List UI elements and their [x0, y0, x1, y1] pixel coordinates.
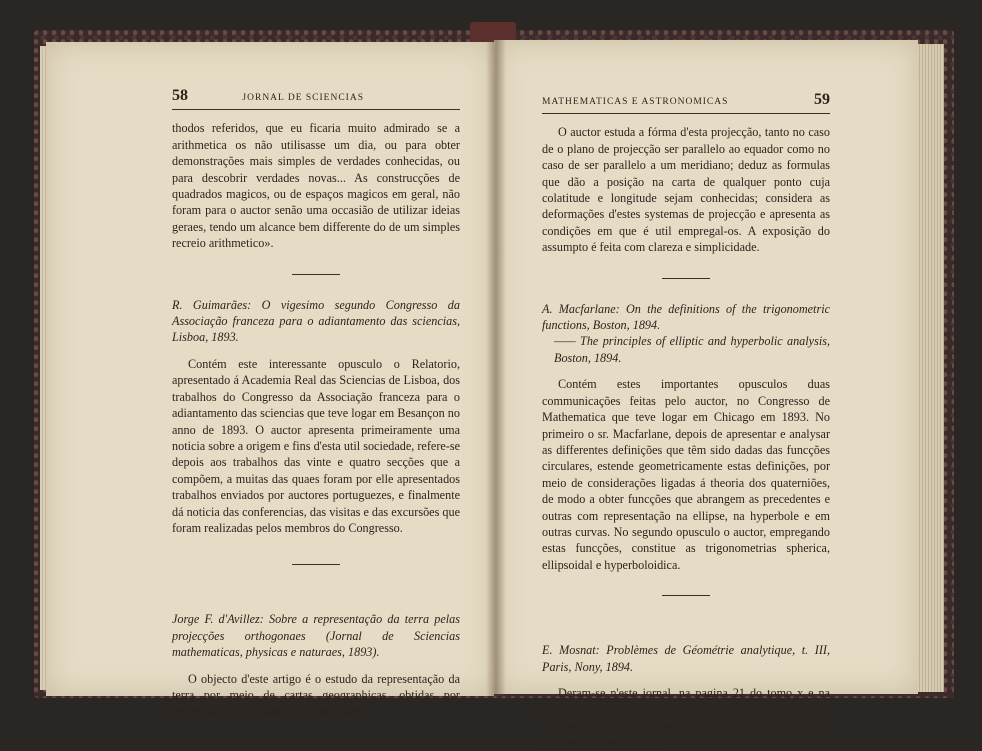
section-divider — [292, 274, 340, 275]
section-divider — [292, 564, 340, 565]
review-reference-main: A. Macfarlane: On the definitions of the trigonometric functions, Boston, 1894. — [542, 301, 830, 333]
review-body: Deram-se n'este jornal, na pagina 21 do tomo x e na pagina 5 do tomo xi, noticias a respeito dos dois primeiros volumes d'esta excellente collecção de problemas. No presente volume o auctor — [542, 685, 830, 750]
review-body: Contém estes importantes opusculos duas communicações feitas pelo auctor, no Congresso de Mathematica que teve logar em Chicago em 1893. No primeiro o sr. Macfarlane, depois de apresentar e analysar as differentes definições que têm sido dadas das funcções circulares, estende geometricamente estas definições, por meio de considerações ligadas á theoria dos quaterniões, de modo a obter funcções que abrangem as precedentes e outras com representação na ellipse, na hyperbole e em outras curvas. No segundo opusculo o auctor, empregando estas funcções, constitue as trigonometrias spherica, ellipsoidal e hyperboloidica. — [542, 377, 830, 572]
review-reference: Jorge F. d'Avillez: Sobre a representação da terra pelas projecções orthogonaes (Jornal de Sciencias mathematicas, physicas e naturaes, 1893). — [172, 612, 460, 660]
running-title: JORNAL DE SCIENCIAS — [242, 93, 364, 103]
page-number: 59 — [814, 91, 830, 108]
section-divider — [662, 278, 710, 279]
left-page-content — [172, 88, 460, 720]
section-divider — [662, 595, 710, 596]
review-reference — [542, 301, 830, 367]
page-number: 58 — [172, 87, 188, 104]
paragraph: thodos referidos, que eu ficaria muito admirado se a arithmetica os não utilisasse um dia, ou para obter demonstrações mais simples de verdades conhecidas, ou para descobrir verdades novas... As construcções de quadrados magicos, ou de espaços magicos em geral, não foram para o auctor senão uma occasião de utilizar ideias geraes, tendo um alcance bem differente do de um simples recreio arithmetico». — [172, 121, 460, 251]
review-body: O objecto d'este artigo é o estudo da representação da terra por meio de cartas geographicas, obtidas por projecções orthographicas orthogonaes. — [172, 671, 460, 719]
review-body: Contém este interessante opusculo o Relatorio, apresentado á Academia Real das Sciencias de Lisboa, dos trabalhos do Congresso da Associação franceza para o adiantamento das sciencias que teve logar em Besançon no anno de 1893. O auctor apresenta primeiramente uma noticia sobre a origem e fins d'esta util sociedade, refere-se depois aos trabalhos das vinte e quatro secções que a compõem, a muitas das quaes foram por elle apresentados trabalhos enviados por auctores portuguezes, e finalmente dá noticia das conferencias, das visitas e das excursões que foram realizadas pelos membros do Congresso. — [172, 356, 460, 535]
book-spine — [470, 22, 516, 42]
paragraph: O auctor estuda a fórma d'esta projecção, tanto no caso de o plano de projecção ser parallelo ao equador como no caso de ser parallelo a um meridiano; deduz as formulas que dão a posição na carta de qualquer ponto cuja colatitude e longitude sejam conhecidas; considera as deformações d'estes systemas de projecção e apresenta as condições em que é util empregal-os. A exposição do assumpto é feita com clareza e simplicidade. — [542, 125, 830, 255]
running-title: MATHEMATICAS E ASTRONOMICAS — [542, 97, 729, 107]
book-gutter — [486, 40, 506, 696]
left-running-head — [172, 88, 460, 110]
review-reference: R. Guimarães: O vigesimo segundo Congresso da Associação franceza para o adiantamento das sciencias, Lisboa, 1893. — [172, 297, 460, 345]
review-reference-secondary: —— The principles of elliptic and hyperbolic analysis, Boston, 1894. — [554, 334, 830, 365]
right-page-content — [542, 92, 830, 751]
right-running-head — [542, 92, 830, 114]
review-reference: E. Mosnat: Problèmes de Géométrie analytique, t. III, Paris, Nony, 1894. — [542, 643, 830, 674]
